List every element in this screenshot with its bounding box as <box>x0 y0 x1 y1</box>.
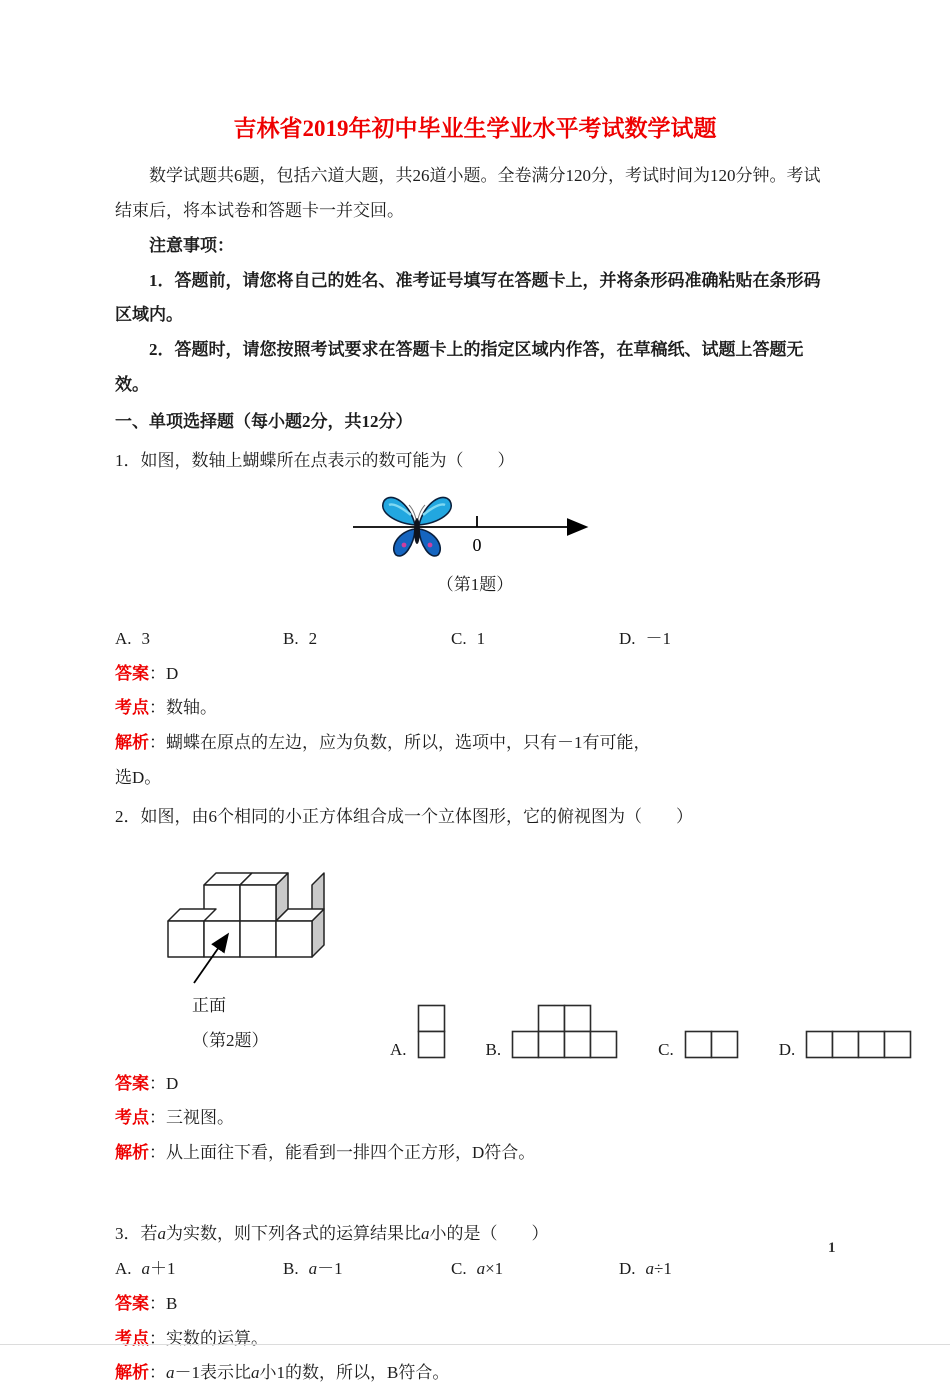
question-1-solution <box>115 657 835 796</box>
intro-paragraph: 数学试题共6题，包括六道大题，共26道小题。全卷满分120分，考试时间为120分钟。考试结束后，将本试卷和答题卡一并交回。 <box>115 166 821 220</box>
option-d: D. －1 <box>619 628 672 648</box>
answer-value: D <box>166 663 179 683</box>
option-c: C. 1 <box>451 628 486 648</box>
concept-value: 数轴。 <box>166 698 217 718</box>
answer-line: 答案：D <box>115 663 179 683</box>
option-b-shape: B. <box>486 1004 619 1059</box>
cube-stack-image <box>150 837 350 989</box>
question-2-solid-figure <box>150 837 350 1059</box>
page-title: 吉林省2019年初中毕业生学业水平考试数学试题 <box>233 116 717 141</box>
analysis-line: 解析：a－1表示比a小1的数，所以，B符合。 <box>115 1363 450 1383</box>
shape-row4-top2 <box>511 1004 618 1059</box>
notes-item-1: 1．答题前，请您将自己的姓名、准考证号填写在答题卡上，并将条形码准确粘贴在条形码区域内。 <box>115 270 821 325</box>
section-heading-choice: 一、单项选择题（每小题2分，共12分） <box>115 411 413 431</box>
option-d: D. a÷1 <box>619 1258 672 1278</box>
shape-row-of-2 <box>684 1030 739 1059</box>
concept-line: 考点：实数的运算。 <box>115 1328 268 1348</box>
answer-line: 答案：D <box>115 1073 179 1093</box>
option-b: B. a－1 <box>283 1258 343 1278</box>
page-number: 1 <box>828 1240 836 1256</box>
question-1-figure-caption: （第1题） <box>436 574 514 594</box>
shape-column-of-2 <box>417 1004 446 1059</box>
shape-row-of-4 <box>805 1030 912 1059</box>
question-2-figure-captions <box>150 989 350 1059</box>
answer-value: B <box>166 1293 178 1313</box>
answer-value: D <box>166 1073 179 1093</box>
number-line-image <box>345 487 605 565</box>
answer-line: 答案：B <box>115 1293 178 1313</box>
concept-value: 实数的运算。 <box>166 1328 268 1348</box>
question-2-figure-caption: （第2题） <box>192 1030 269 1050</box>
option-c: C. a×1 <box>451 1258 504 1278</box>
spacer <box>115 1171 835 1213</box>
concept-value: 三视图。 <box>166 1108 234 1128</box>
question-3-text: 3．若a为实数，则下列各式的运算结果比a小的是（ ） <box>115 1224 549 1244</box>
question-2-text: 2．如图，由6个相同的小正方体组合成一个立体图形，它的俯视图为（ ） <box>115 807 693 826</box>
notes-heading: 注意事项： <box>149 235 234 255</box>
question-2-solution <box>115 1067 835 1172</box>
question-2-figure-row <box>150 837 835 1059</box>
option-a: A. 3 <box>115 628 151 648</box>
concept-line: 考点：数轴。 <box>115 698 217 718</box>
analysis-line: 解析：蝴蝶在原点的左边，应为负数，所以，选项中，只有－1有可能， <box>115 733 651 753</box>
analysis-value: 从上面往下看，能看到一排四个正方形，D符合。 <box>166 1143 536 1163</box>
option-a-shape: A. <box>390 1004 446 1059</box>
zero-label: 0 <box>472 534 482 555</box>
analysis-value: 蝴蝶在原点的左边，应为负数，所以，选项中，只有－1有可能， <box>166 733 651 753</box>
option-a: A. a＋1 <box>115 1258 176 1278</box>
notes-item-2: 2．答题时，请您按照考试要求在答题卡上的指定区域内作答，在草稿纸、试题上答题无效。 <box>115 340 804 395</box>
question-1-text: 1．如图，数轴上蝴蝶所在点表示的数可能为（ ） <box>115 450 515 470</box>
question-1-options <box>115 622 835 657</box>
option-c-shape: C. <box>658 1030 739 1059</box>
option-d-shape: D. <box>779 1030 913 1059</box>
question-3-options <box>115 1252 835 1287</box>
front-label: 正面 <box>192 995 226 1015</box>
analysis-line: 解析：从上面往下看，能看到一排四个正方形，D符合。 <box>115 1143 536 1163</box>
question-3-solution <box>115 1287 835 1391</box>
analysis-line-2: 选D。 <box>115 768 162 788</box>
question-1-figure <box>310 487 640 598</box>
concept-line: 考点：三视图。 <box>115 1108 234 1128</box>
option-b: B. 2 <box>283 628 318 648</box>
